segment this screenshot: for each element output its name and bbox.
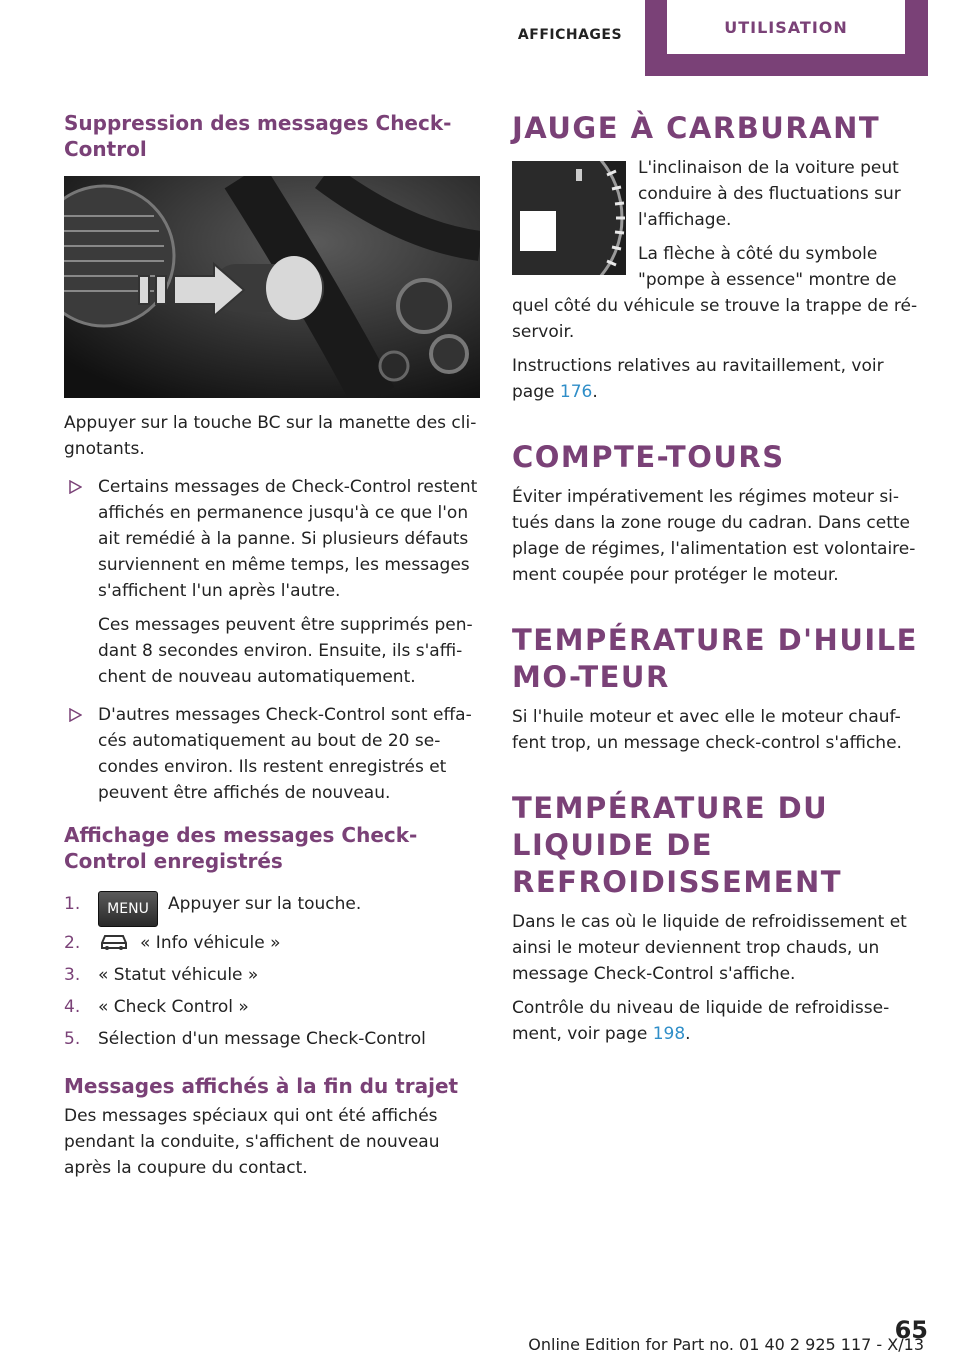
rev-para-1: Éviter impérativement les régimes moteur si-tués dans la zone rouge du cadran. Dans cette plage de régimes, l'alimentation est volontaire-ment coupée pour protéger le moteur.: [512, 487, 916, 585]
step-item: [64, 1023, 480, 1055]
step-item: [64, 991, 480, 1023]
heading-compte-tours: COMPTE-TOURS: [512, 440, 785, 474]
page-link-176[interactable]: 176: [559, 382, 593, 402]
left-column: [64, 110, 480, 1189]
check-control-bullets: [64, 474, 480, 806]
coolant-para-1: Dans le cas où le liquide de refroidissement et ainsi le moteur deviennent trop chauds, un message Check-Control s'affiche.: [512, 912, 907, 984]
section-tab-affichages: AFFICHAGES: [517, 27, 623, 43]
bullet-text: D'autres messages Check-Control sont effa-cés automatiquement au bout de 20 se-condes environ. Ils restent enregistrés et peuvent être affichés de nouveau.: [98, 705, 472, 803]
vehicle-info-icon: [98, 931, 130, 951]
footer-edition: Online Edition for Part no. 01 40 2 925 117 - X/13: [528, 1335, 924, 1354]
heading-affichage-enregistres: Affichage des messages Check-Control enregistrés: [64, 823, 418, 873]
bullet-item: [64, 474, 480, 690]
fuel-gauge-photo: [512, 161, 626, 275]
step-text: « Statut véhicule »: [98, 965, 259, 985]
right-column: [512, 110, 924, 1055]
step-number: 3.: [64, 965, 81, 985]
heading-fin-trajet: Messages affichés à la fin du trajet: [64, 1074, 459, 1098]
chapter-tab-block: [645, 0, 928, 76]
heading-suppression: Suppression des messages Check-Control: [64, 111, 452, 161]
steps-list: [64, 888, 480, 1055]
fuel-para-1: L'inclinaison de la voiture peut conduire à des fluctuations sur l'affichage.: [638, 158, 901, 230]
step-number: 5.: [64, 1029, 81, 1049]
step-item: [64, 888, 480, 927]
page-number: 65: [894, 1316, 928, 1344]
step-number: 2.: [64, 933, 81, 953]
oil-para-1: Si l'huile moteur et avec elle le moteur chauf-fent trop, un message check-control s'affiche.: [512, 707, 902, 753]
step-number: 1.: [64, 894, 81, 914]
coolant-para-2: Contrôle du niveau de liquide de refroidisse-ment, voir page 198.: [512, 998, 890, 1044]
heading-temperature-huile: TEMPÉRATURE D'HUILE MO-TEUR: [512, 623, 918, 694]
triangle-bullet-icon: [68, 480, 82, 494]
step-number: 4.: [64, 997, 81, 1017]
page-link-198[interactable]: 198: [652, 1024, 686, 1044]
bullet-subtext: Ces messages peuvent être supprimés pen-dant 8 secondes environ. Ensuite, ils s'affi-chent de nouveau automatiquement.: [98, 615, 473, 687]
step-text: Sélection d'un message Check-Control: [98, 1029, 426, 1049]
heading-temperature-liquide: TEMPÉRATURE DU LIQUIDE DE REFROIDISSEMENT: [512, 791, 843, 899]
steering-lever-photo: [64, 176, 480, 398]
bullet-text: Certains messages de Check-Control restent affichés en permanence jusqu'à ce que l'on ait remédié à la panne. Si plusieurs défauts surviennent en même temps, les messages s'affichent l'un après l'autre.: [98, 477, 478, 601]
heading-jauge-carburant: JAUGE À CARBURANT: [512, 111, 881, 145]
step-text: « Check Control »: [98, 997, 249, 1017]
fuel-para-3: Instructions relatives au ravitaillement, voir page 176.: [512, 356, 884, 402]
image-caption: Appuyer sur la touche BC sur la manette des cli-gnotants.: [64, 413, 477, 459]
step-text: « Info véhicule »: [140, 933, 281, 953]
para-fin-trajet: Des messages spéciaux qui ont été affichés pendant la conduite, s'affichent de nouveau après la coupure du contact.: [64, 1106, 440, 1178]
menu-button-icon: MENU: [98, 891, 158, 927]
triangle-bullet-icon: [68, 708, 82, 722]
fuel-para-2: La flèche à côté du symbole "pompe à essence" montre de quel côté du véhicule se trouve la trappe de ré-servoir.: [512, 244, 918, 342]
step-item: [64, 927, 480, 959]
step-text: Appuyer sur la touche.: [168, 894, 362, 914]
step-item: [64, 959, 480, 991]
chapter-tab-utilisation: UTILISATION: [667, 0, 905, 54]
bullet-item: [64, 702, 480, 806]
